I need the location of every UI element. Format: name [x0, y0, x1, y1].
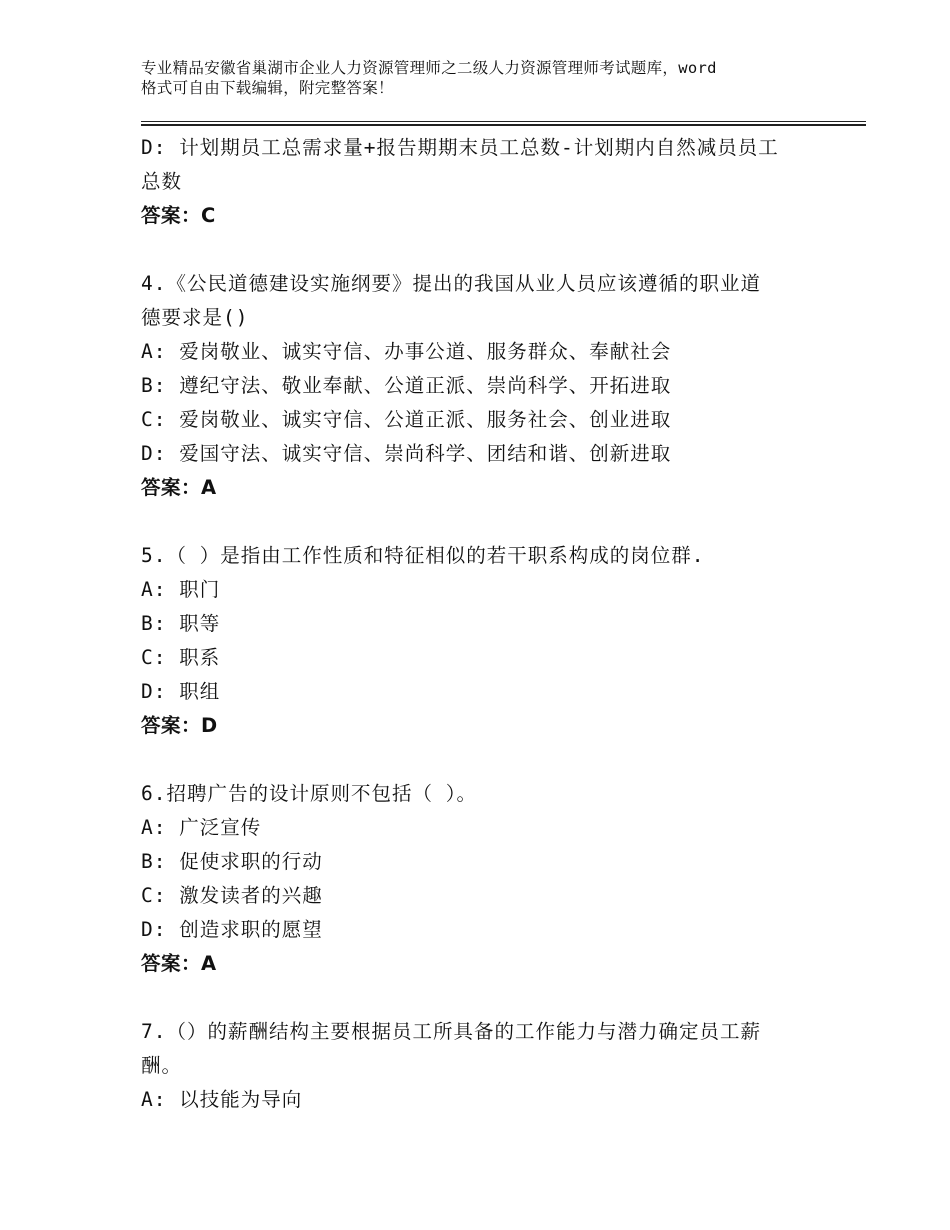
option-d: D: 创造求职的愿望	[141, 918, 323, 941]
option-c: C: 激发读者的兴趣	[141, 884, 323, 907]
question-5	[141, 539, 821, 743]
question-6	[141, 777, 821, 981]
question-stem: 5.（ ）是指由工作性质和特征相似的若干职系构成的岗位群.	[141, 544, 705, 567]
document-header	[141, 58, 831, 98]
option-d: D: 爱国守法、诚实守信、崇尚科学、团结和谐、创新进取	[141, 442, 672, 465]
option-c: C: 职系	[141, 646, 221, 669]
option-b: B: 遵纪守法、敬业奉献、公道正派、崇尚科学、开拓进取	[141, 374, 672, 397]
answer: 答案：A	[141, 952, 217, 975]
answer: 答案：A	[141, 476, 217, 499]
question-stem: 6.招聘广告的设计原则不包括（ ）。	[141, 782, 477, 805]
option-a: A: 爱岗敬业、诚实守信、办事公道、服务群众、奉献社会	[141, 340, 672, 363]
option-d-continued: 总数	[141, 170, 183, 193]
header-divider-thick	[141, 124, 866, 126]
question-stem-continued: 酬。	[141, 1054, 183, 1077]
option-a: A: 职门	[141, 578, 221, 601]
answer: 答案：D	[141, 714, 218, 737]
option-a: A: 广泛宣传	[141, 816, 262, 839]
option-c: C: 爱岗敬业、诚实守信、公道正派、服务社会、创业进取	[141, 408, 672, 431]
question-stem-continued: 德要求是()	[141, 306, 249, 329]
header-divider-thin	[141, 121, 866, 122]
question-7	[141, 1015, 821, 1117]
question-stem: 7.（）的薪酬结构主要根据员工所具备的工作能力与潜力确定员工薪	[141, 1020, 761, 1043]
question-list	[141, 131, 821, 1117]
option-a: A: 以技能为导向	[141, 1088, 303, 1111]
option-d: D: 计划期员工总需求量+报告期期末员工总数-计划期内自然减员员工	[141, 136, 779, 159]
header-line-2: 格式可自由下载编辑，附完整答案！	[141, 79, 394, 97]
question-3-tail	[141, 131, 821, 233]
question-stem: 4.《公民道德建设实施纲要》提出的我国从业人员应该遵循的职业道	[141, 272, 761, 295]
option-b: B: 促使求职的行动	[141, 850, 323, 873]
answer: 答案：C	[141, 204, 216, 227]
option-b: B: 职等	[141, 612, 221, 635]
header-line-1: 专业精品安徽省巢湖市企业人力资源管理师之二级人力资源管理师考试题库，word	[141, 59, 717, 77]
question-4	[141, 267, 821, 505]
option-d: D: 职组	[141, 680, 221, 703]
